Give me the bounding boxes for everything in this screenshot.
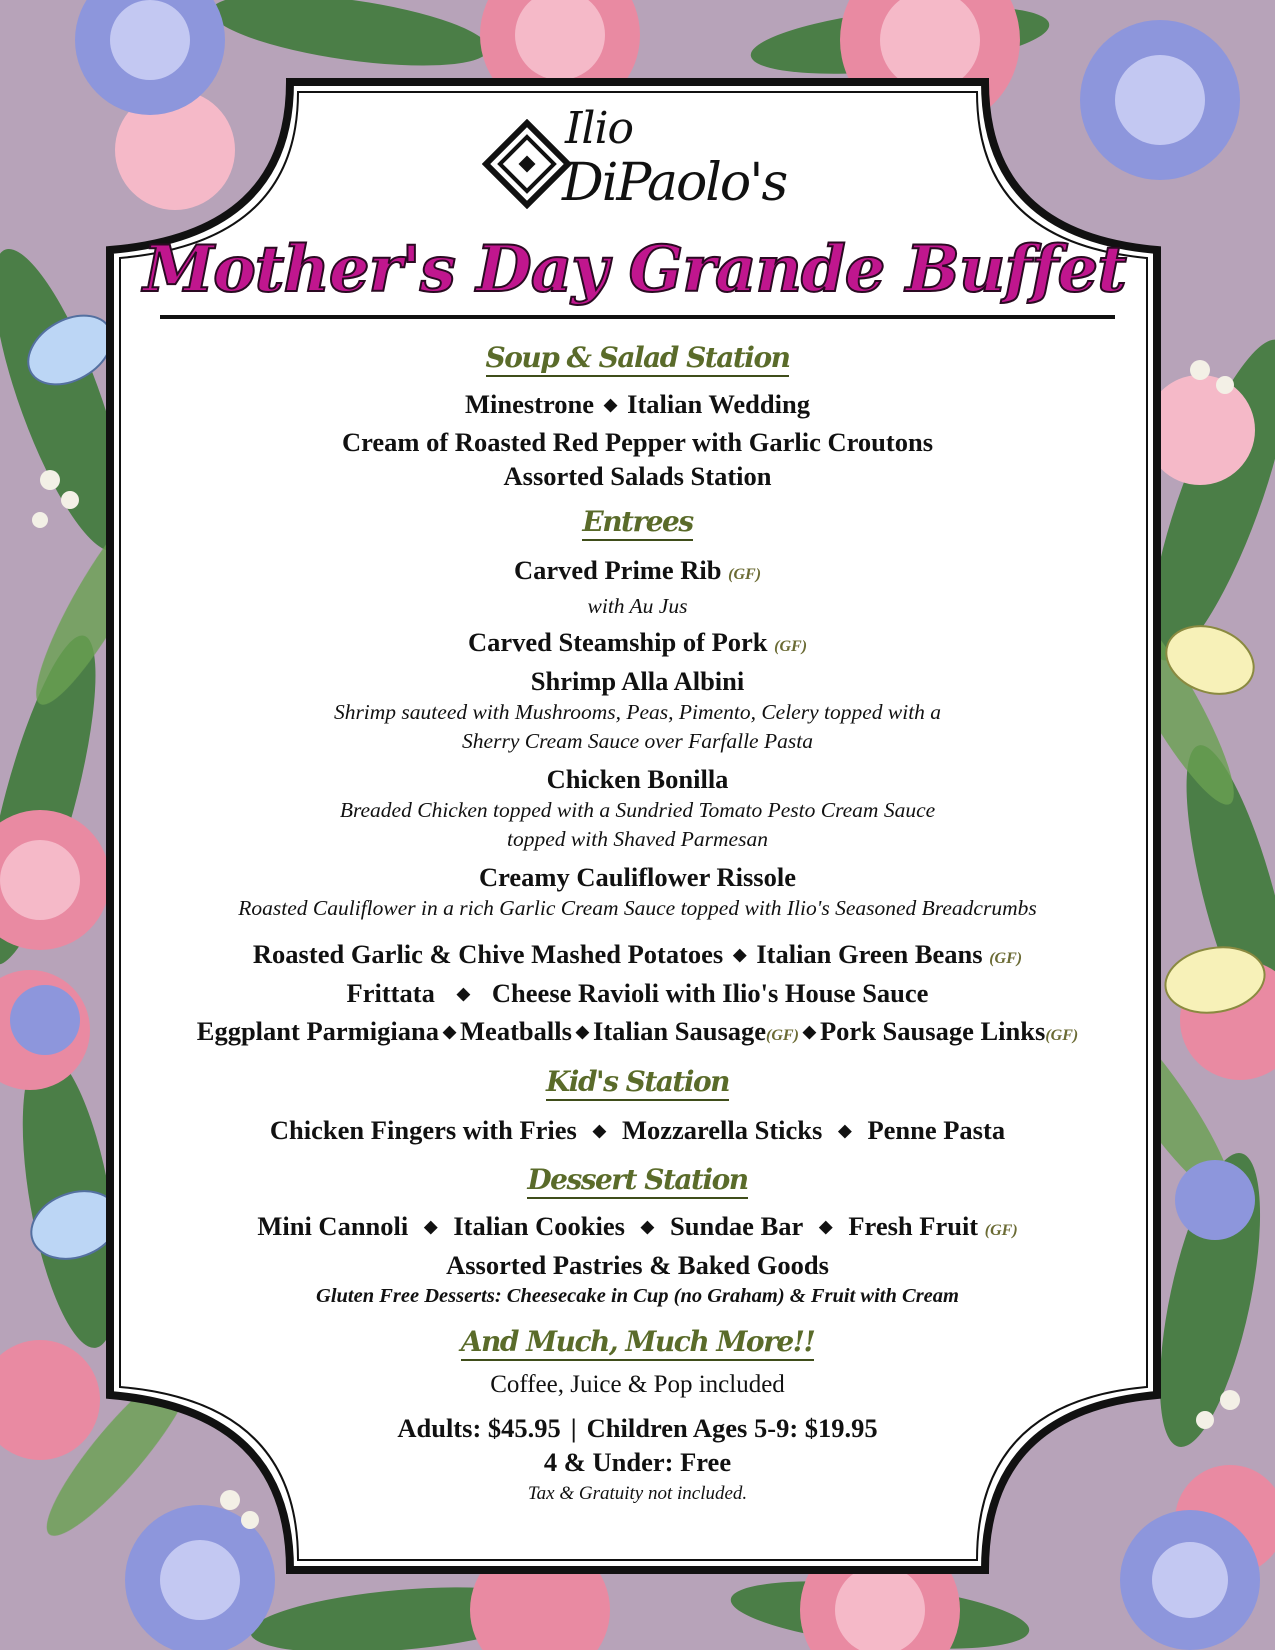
menu-item-green-beans: Italian Green Beans [756,939,983,969]
menu-item-meatballs: Meatballs [460,1016,572,1046]
price-adults: Adults: $45.95 [397,1413,561,1443]
section-heading-dessert: Dessert Station [527,1163,747,1199]
menu-item-red-pepper-soup: Cream of Roasted Red Pepper with Garlic Croutons [341,427,934,457]
sides-line-2 [110,976,1165,1014]
gluten-free-tag: (GF) [728,566,762,583]
menu-content [110,85,1165,1507]
menu-item-italian-cookies: Italian Cookies [453,1211,625,1241]
logo-text-line2: DiPaolo's [562,153,787,213]
menu-item-minestrone: Minestrone [465,389,595,419]
menu-item-cheese-ravioli: Cheese Ravioli with Ilio's House Sauce [491,978,929,1008]
menu-item-shrimp: Shrimp Alla Albini [530,666,745,696]
bullet-diamond-icon: ◆ [424,1217,438,1236]
section-heading-soup-salad: Soup & Salad Station [486,341,790,377]
menu-item-pastries: Assorted Pastries & Baked Goods [446,1250,829,1280]
bullet-diamond-icon: ◆ [604,395,618,414]
menu-item-mashed-potatoes: Roasted Garlic & Chive Mashed Potatoes [252,939,724,969]
cauliflower-description: Roasted Cauliflower in a rich Garlic Cream Sauce topped with Ilio's Seasoned Breadcrumbs [238,896,1037,920]
bullet-diamond-icon: ◆ [592,1121,606,1140]
menu-item-prime-rib-row [110,553,1165,592]
menu-item-frittata: Frittata [346,978,435,1008]
chicken-description-line2: topped with Shaved Parmesan [507,827,768,851]
price-under-4: 4 & Under: Free [543,1447,732,1477]
menu-item-pork-row [110,625,1165,664]
gluten-free-tag: (GF) [989,950,1023,967]
menu-item-penne-pasta: Penne Pasta [867,1115,1006,1145]
kids-line [110,1113,1165,1151]
menu-item-italian-wedding: Italian Wedding [627,389,810,419]
menu-item-cauliflower: Creamy Cauliflower Rissole [479,862,796,892]
chicken-description-line1: Breaded Chicken topped with a Sundried Tomato Pesto Cream Sauce [339,798,936,822]
title-underline [160,315,1115,319]
soup-line-1 [110,387,1165,425]
menu-item-pork: Carved Steamship of Pork [467,627,768,657]
shrimp-description-line1: Shrimp sauteed with Mushrooms, Peas, Pimento, Celery topped with a [333,700,942,724]
menu-item-mini-cannoli: Mini Cannoli [257,1211,409,1241]
logo-text-line1: Ilio [565,103,634,154]
menu-item-mozzarella-sticks: Mozzarella Sticks [621,1115,823,1145]
bullet-diamond-icon: ◆ [802,1022,816,1041]
sides-line-1 [110,937,1165,976]
price-children: Children Ages 5-9: $19.95 [586,1413,878,1443]
menu-item-chicken: Chicken Bonilla [546,764,729,794]
menu-item-eggplant: Eggplant Parmigiana [196,1016,439,1046]
gluten-free-tag: (GF) [766,1027,799,1044]
section-heading-kids: Kid's Station [546,1065,729,1101]
price-separator: | [570,1413,577,1443]
menu-item-fresh-fruit: Fresh Fruit [848,1211,979,1241]
prime-rib-description: with Au Jus [587,594,688,618]
section-heading-entrees: Entrees [582,505,692,541]
bullet-diamond-icon: ◆ [640,1217,654,1236]
bullet-diamond-icon: ◆ [819,1217,833,1236]
dessert-line-1 [110,1209,1165,1248]
bullet-diamond-icon: ◆ [838,1121,852,1140]
page-title: Mother's Day Grande Buffet [143,232,1126,307]
section-heading-more: And Much, Much More!! [461,1325,815,1361]
gluten-free-tag: (GF) [984,1222,1018,1239]
pricing-line [110,1411,1165,1445]
menu-item-pork-sausage-links: Pork Sausage Links [820,1016,1046,1046]
menu-item-chicken-fingers: Chicken Fingers with Fries [269,1115,577,1145]
restaurant-logo [110,85,1165,235]
bullet-diamond-icon: ◆ [442,1022,457,1041]
gluten-free-desserts-note: Gluten Free Desserts: Cheesecake in Cup (no Graham) & Fruit with Cream [316,1285,959,1307]
menu-item-italian-sausage: Italian Sausage [593,1016,767,1046]
sides-line-3 [98,1014,1177,1053]
drinks-included: Coffee, Juice & Pop included [490,1371,785,1398]
diamond-logo-icon [482,119,572,209]
menu-item-sundae-bar: Sundae Bar [669,1211,804,1241]
bullet-diamond-icon: ◆ [575,1022,589,1041]
bullet-diamond-icon: ◆ [456,984,470,1003]
bullet-diamond-icon: ◆ [733,945,747,964]
menu-item-prime-rib: Carved Prime Rib [513,555,722,585]
shrimp-description-line2: Sherry Cream Sauce over Farfalle Pasta [462,729,813,753]
gluten-free-tag: (GF) [1045,1027,1079,1044]
menu-item-salads-station: Assorted Salads Station [503,461,772,491]
gluten-free-tag: (GF) [774,638,808,655]
tax-note: Tax & Gratuity not included. [527,1483,748,1504]
